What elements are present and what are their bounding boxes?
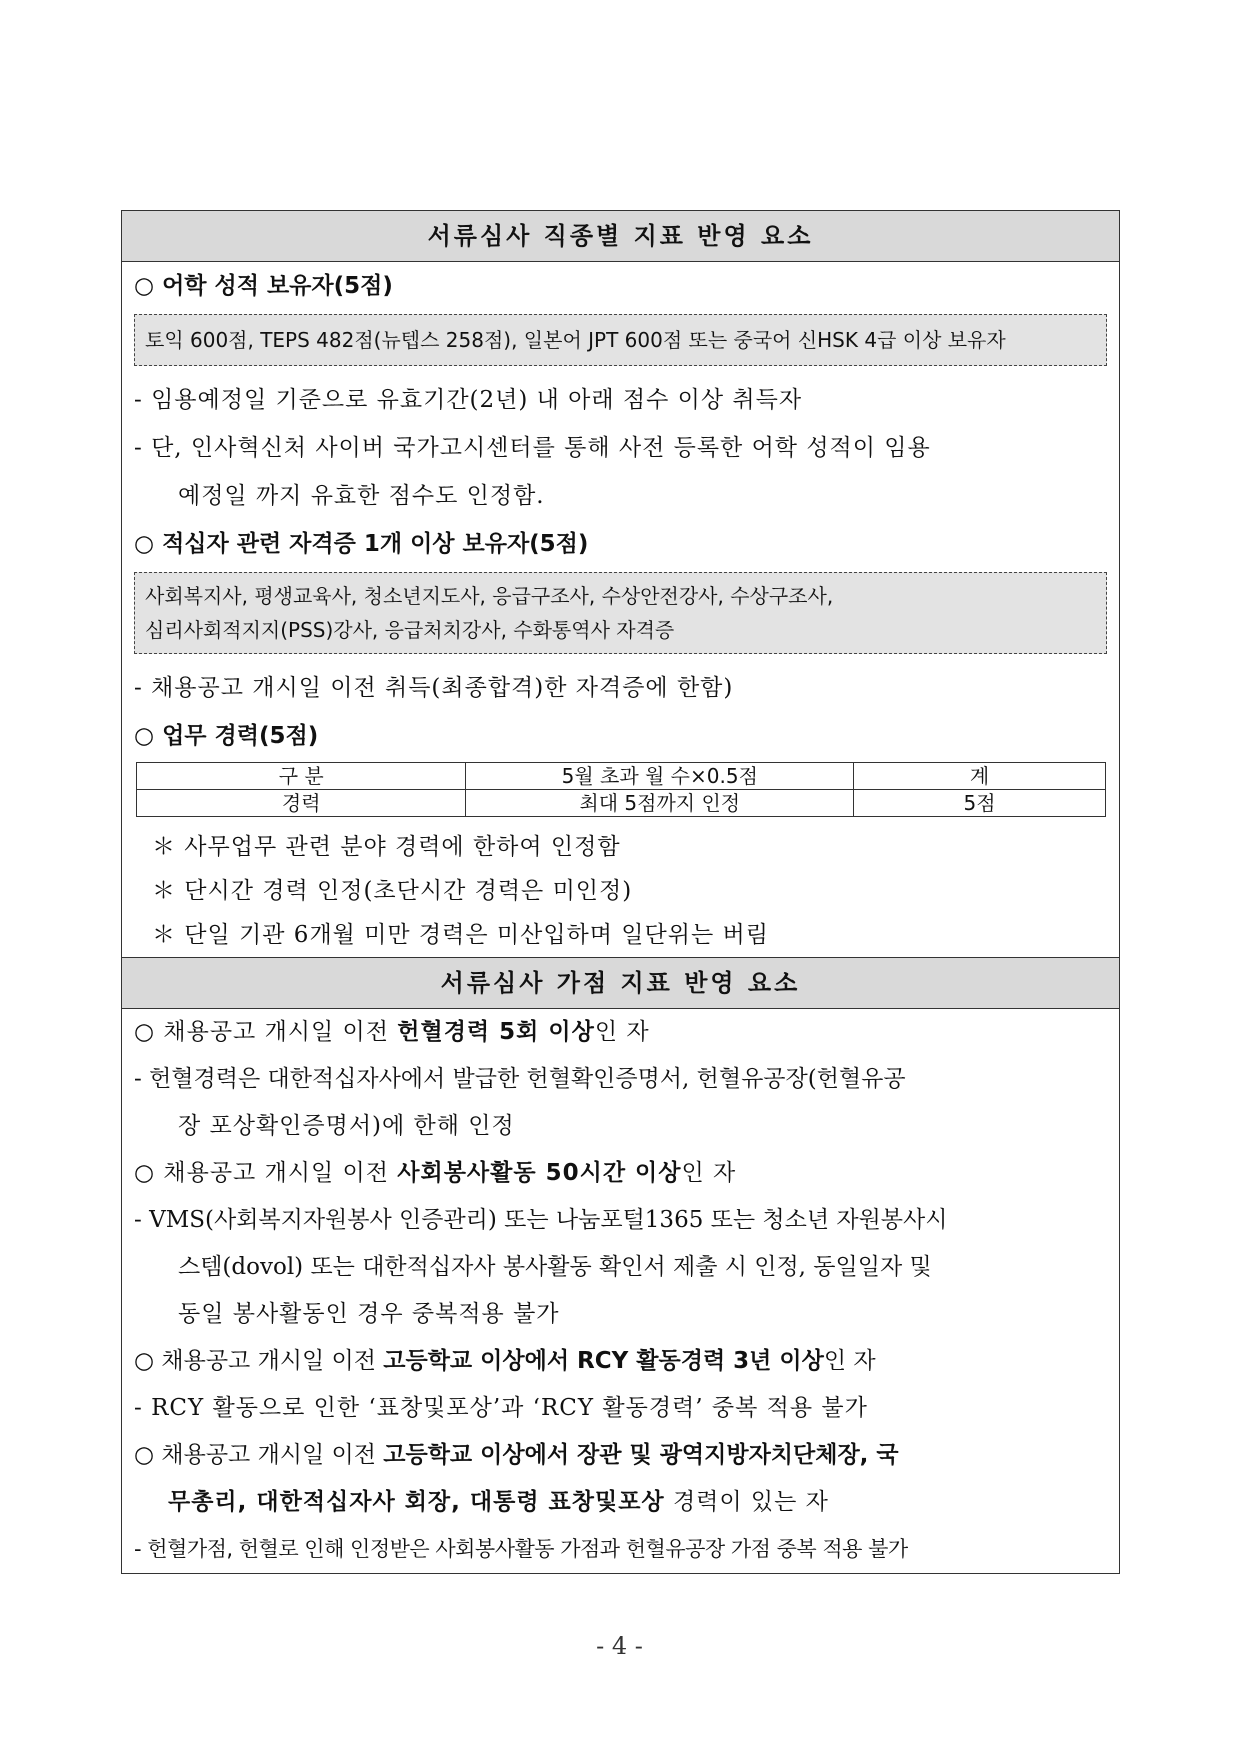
- work-note1: ＊ 사무업무 관련 분야 경력에 한하여 인정함: [152, 834, 621, 860]
- bonus-item-blood: [134, 1009, 1107, 1056]
- item-suffix: 경력이 있는 자: [664, 1489, 829, 1515]
- work-table: [136, 762, 1106, 817]
- table-header-category: 구 분: [137, 763, 466, 790]
- cert-list-box: [134, 572, 1107, 654]
- table-row: [137, 763, 1106, 790]
- item-highlight: 고등학교 이상에서 장관 및 광역지방자치단체장, 국: [383, 1442, 899, 1468]
- criteria-frame: [121, 210, 1120, 1574]
- item-suffix: 인 자: [594, 1019, 650, 1045]
- item-highlight: 사회봉사활동 50시간 이상: [397, 1160, 682, 1186]
- section1-title: 서류심사 직종별 지표 반영 요소: [122, 211, 1119, 262]
- table-row: [137, 790, 1106, 817]
- item-prefix: ○ 채용공고 개시일 이전: [134, 1348, 384, 1374]
- bonus-item-award-line2: [134, 1479, 1107, 1526]
- table-header-total: 계: [854, 763, 1106, 790]
- work-note2: ＊ 단시간 경력 인정(초단시간 경력은 미인정): [152, 878, 633, 904]
- item-prefix: ○ 채용공고 개시일 이전: [134, 1019, 398, 1045]
- table-cell: 5점: [854, 790, 1106, 817]
- section2-body: [122, 1009, 1119, 1573]
- item-highlight: 무총리, 대한적십자사 회장, 대통령 표창및포상: [168, 1489, 665, 1515]
- bonus-item-award: [134, 1432, 1107, 1479]
- lang-line1: - 임용예정일 기준으로 유효기간(2년) 내 아래 점수 이상 취득자: [134, 387, 803, 413]
- bonus-rcy-detail1: - RCY 활동으로 인한 ‘표창및포상’과 ‘RCY 활동경력’ 중복 적용 불가: [134, 1395, 868, 1421]
- section2-title: 서류심사 가점 지표 반영 요소: [122, 957, 1119, 1009]
- bonus-volunteer-detail2: 스템(dovol) 또는 대한적십자사 봉사활동 확인서 제출 시 인정, 동일일자 및: [178, 1254, 932, 1280]
- cert-heading: ○ 적십자 관련 자격증 1개 이상 보유자(5점): [134, 531, 589, 557]
- cert-box-line1: 사회복지사, 평생교육사, 청소년지도사, 응급구조사, 수상안전강사, 수상구조사,: [145, 584, 834, 608]
- item-prefix: ○ 채용공고 개시일 이전: [134, 1160, 398, 1186]
- section1-body: [122, 262, 1119, 957]
- item-highlight: 헌혈경력 5회 이상: [397, 1019, 595, 1045]
- bonus-volunteer-detail1: - VMS(사회복지자원봉사 인증관리) 또는 나눔포털1365 또는 청소년 자원봉사시: [134, 1207, 948, 1233]
- bonus-item-volunteer: [134, 1150, 1107, 1197]
- lang-heading: ○ 어학 성적 보유자(5점): [134, 273, 393, 299]
- lang-line2: - 단, 인사혁신처 사이버 국가고시센터를 통해 사전 등록한 어학 성적이 임용: [134, 435, 931, 461]
- bonus-blood-detail1: - 헌혈경력은 대한적십자사에서 발급한 헌혈확인증명서, 헌혈유공장(헌혈유공: [134, 1066, 906, 1092]
- cert-box-line2: 심리사회적지지(PSS)강사, 응급처치강사, 수화통역사 자격증: [145, 618, 675, 642]
- table-cell: 경력: [137, 790, 466, 817]
- bonus-award-detail1: - 헌혈가점, 헌혈로 인해 인정받은 사회봉사활동 가점과 헌혈유공장 가점 중복 적용 불가: [134, 1537, 908, 1561]
- table-cell: 최대 5점까지 인정: [466, 790, 854, 817]
- item-suffix: 인 자: [681, 1160, 737, 1186]
- work-heading: ○ 업무 경력(5점): [134, 723, 319, 749]
- item-prefix: ○ 채용공고 개시일 이전: [134, 1442, 384, 1468]
- table-header-calc: 5월 초과 월 수×0.5점: [466, 763, 854, 790]
- lang-score-box: 토익 600점, TEPS 482점(뉴텝스 258점), 일본어 JPT 600점 또는 중국어 신HSK 4급 이상 보유자: [134, 314, 1107, 366]
- item-highlight: 고등학교 이상에서 RCY 활동경력 3년 이상: [383, 1348, 824, 1374]
- item-suffix: 인 자: [823, 1348, 876, 1374]
- page-number: - 4 -: [596, 1632, 643, 1660]
- bonus-blood-detail2: 장 포상확인증명서)에 한해 인정: [178, 1113, 515, 1139]
- bonus-item-rcy: [134, 1338, 1107, 1385]
- cert-line1: - 채용공고 개시일 이전 취득(최종합격)한 자격증에 한함): [134, 675, 734, 701]
- work-note3: ＊ 단일 기관 6개월 미만 경력은 미산입하며 일단위는 버림: [152, 922, 769, 948]
- bonus-volunteer-detail3: 동일 봉사활동인 경우 중복적용 불가: [178, 1301, 560, 1327]
- lang-line3: 예정일 까지 유효한 점수도 인정함.: [178, 483, 545, 509]
